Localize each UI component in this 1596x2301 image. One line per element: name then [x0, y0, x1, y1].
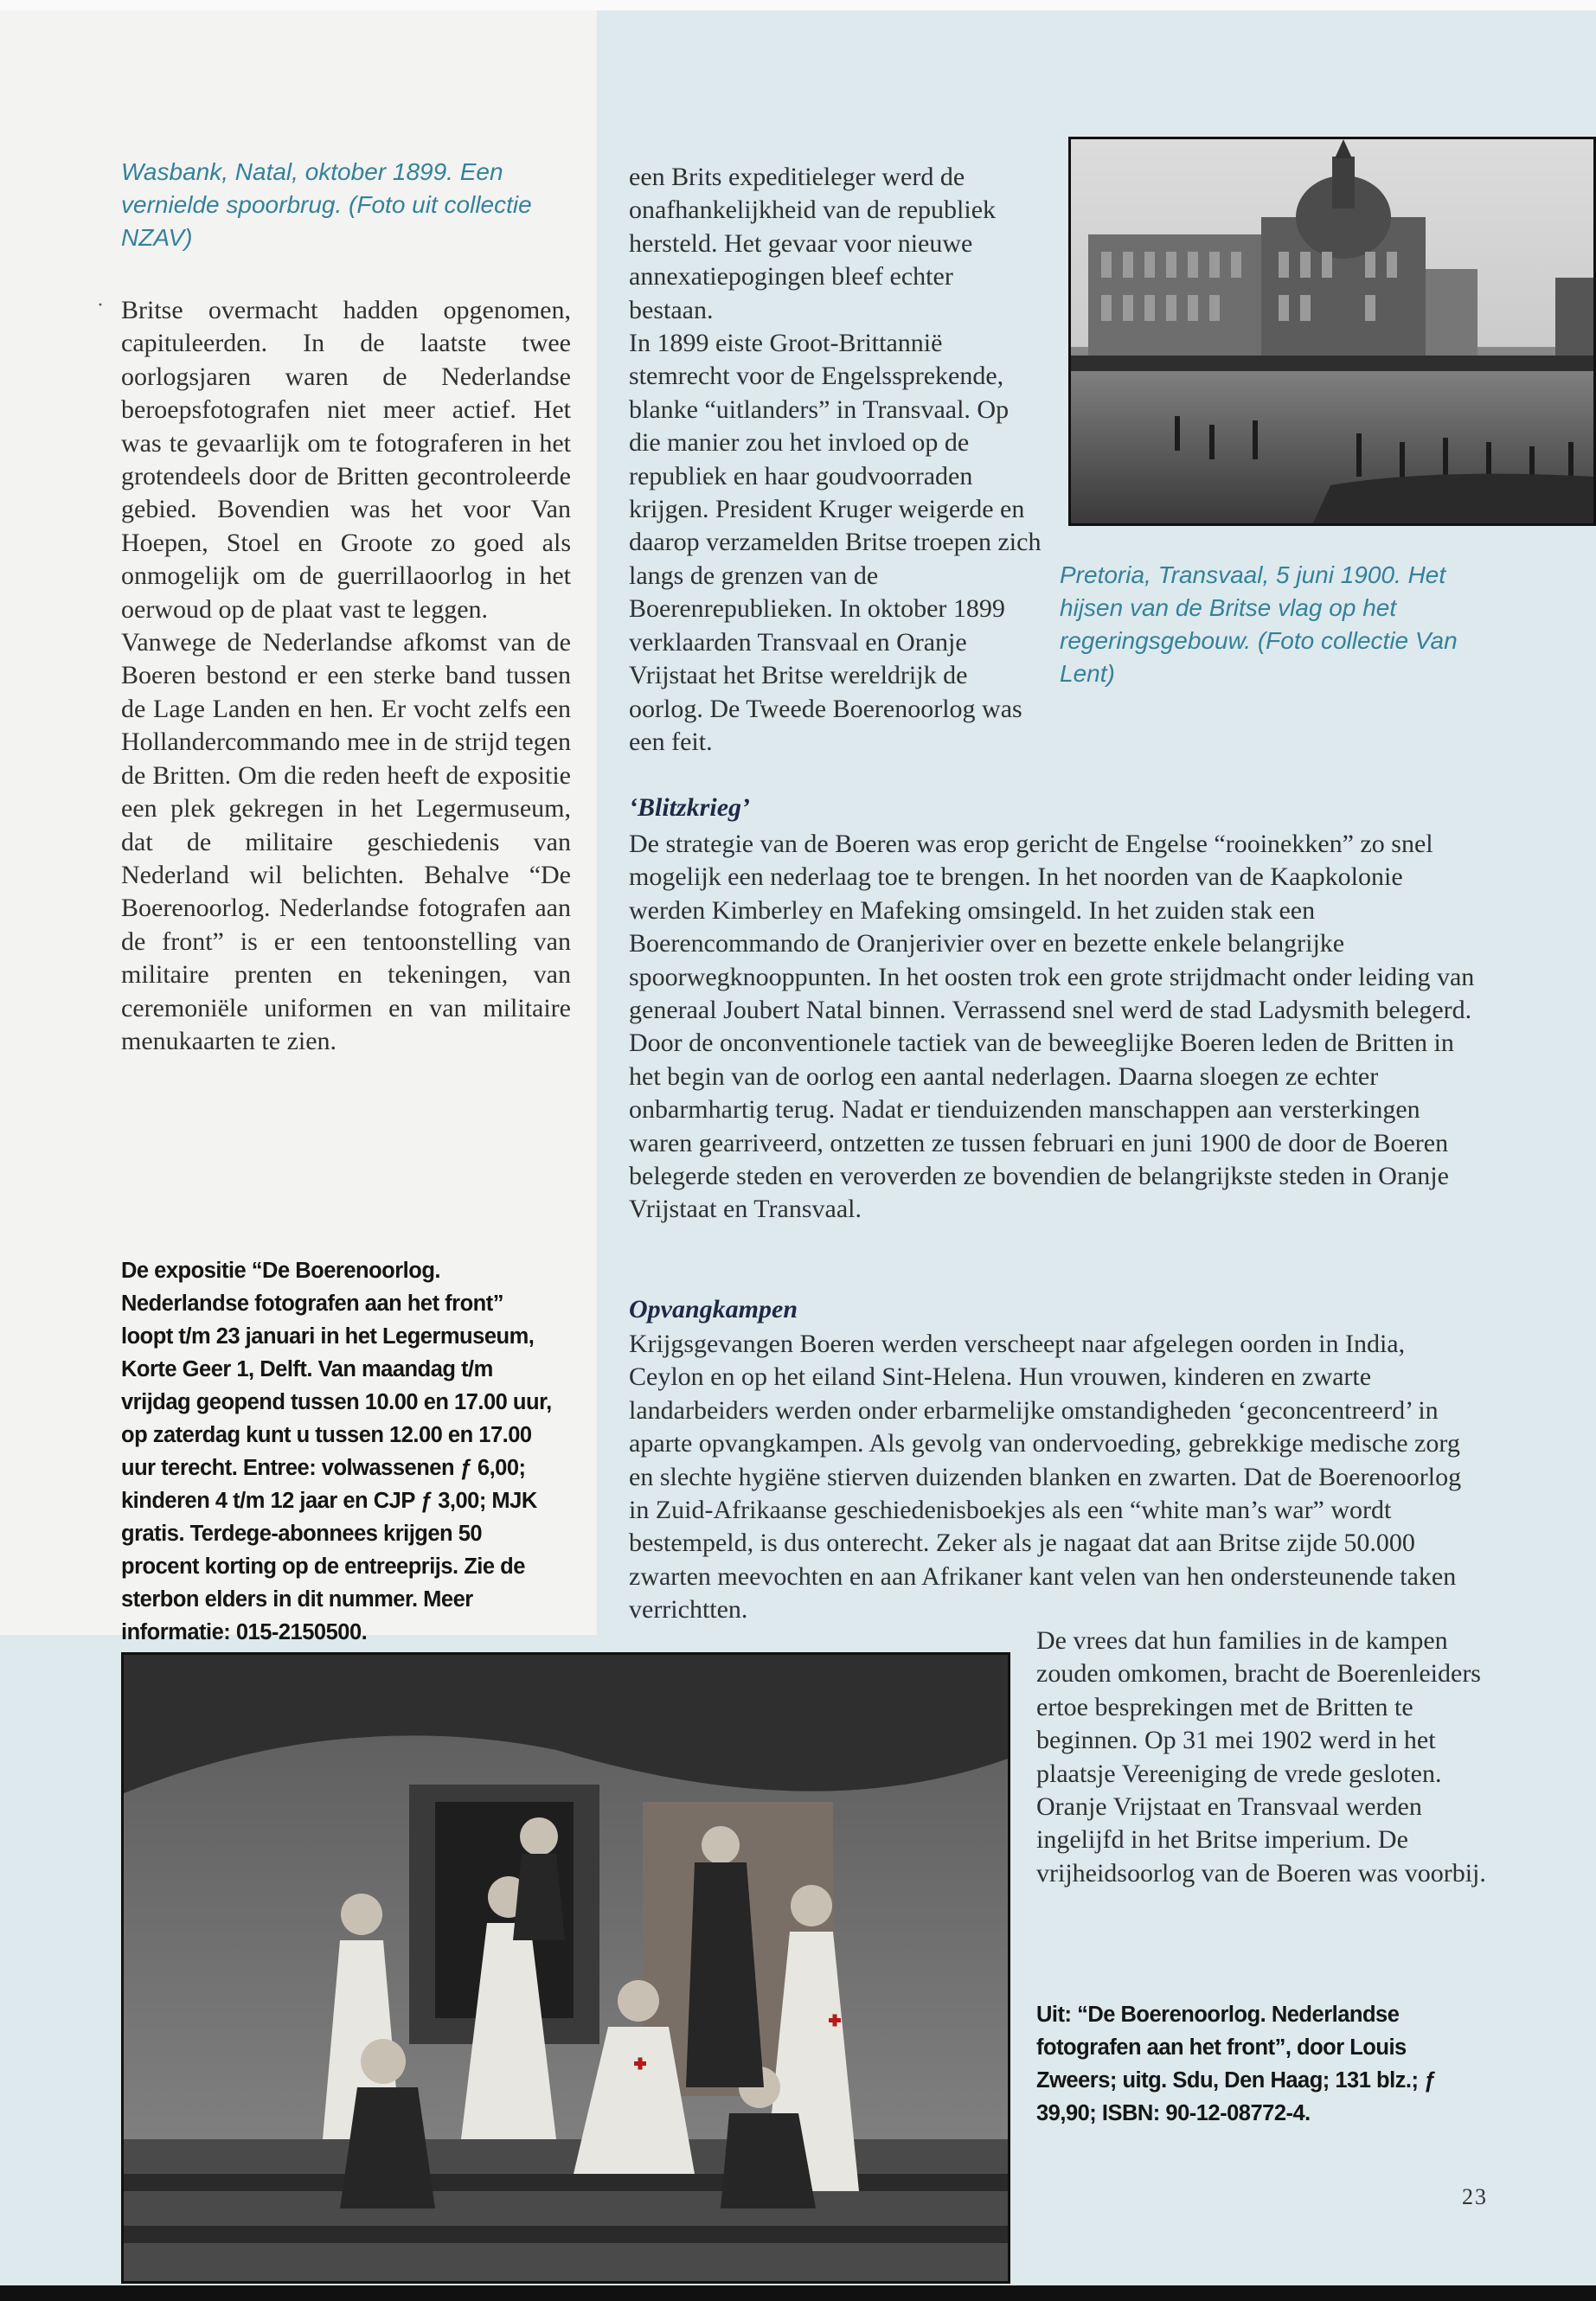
photo-pretoria-flag	[1068, 137, 1596, 526]
left-column-text	[121, 294, 571, 1058]
pretoria-building-illustration	[1071, 139, 1593, 523]
page-number: 23	[1462, 2184, 1488, 2209]
caption-spoorbrug: Wasbank, Natal, oktober 1899. Een vernielde spoorbrug. (Foto uit collectie NZAV)	[121, 158, 532, 251]
blitz-paragraph-2: Door de onconventionele tactiek van de beweeglijke Boeren leden de Britten in het begin van de oorlog een aantal nederlagen. Daarna sloegen ze echter onbarmhartig terug. Nadat er tienduizenden manschappen aan versterkingen waren gearriveerd, ontzetten ze tussen februari en juni 1900 de door de Boeren belegerde steden en veroverden ze bovendien de belangrijkste steden in Oranje Vrijstaat en Transvaal.	[629, 1029, 1454, 1224]
book-source-box: Uit: “De Boerenoorlog. Nederlandse fotografen aan het front”, door Louis Zweers; uitg. Sdu, Den Haag; 131 blz.; ƒ 39,90; ISBN: 90-12-08772-4.	[1036, 2003, 1436, 2125]
blitz-paragraph-1: De strategie van de Boeren was erop gericht de Engelse “rooinekken” zo snel mogelijk een nederlaag toe te brengen. In het noorden van de Kaapkolonie werden Kimberley en Mafeking omsingeld. In het zuiden stak een Boerencommando de Oranjerivier over en bezette enkele belangrijke spoorwegknooppunten. In het oosten trok een grote strijdmacht onder leiding van generaal Joubert Natal binnen. Verrassend snel werd de stad Ladysmith belegerd.	[629, 830, 1475, 1025]
top-edge	[0, 0, 1596, 10]
nurses-group-illustration	[124, 1655, 1008, 2281]
middle-paragraph-2: In 1899 eiste Groot-Brittannië stemrecht voor de Engelssprekende, blanke “uitlanders” in Transvaal. Op die manier zou het invloed op de republiek en haar goudvoorraden krijgen. President Kruger weigerde en daarop verzamelden Britse troepen zich langs de grenzen van de Boerenrepublieken. In oktober 1899 verklaarden Transvaal en Oranje Vrijstaat het Britse wereldrijk de oorlog. De Tweede Boerenoorlog was een feit.	[629, 329, 1042, 756]
middle-paragraph-1: een Brits expeditieleger werd de onafhankelijkheid van de republiek hersteld. Het gevaar voor nieuwe annexatiepogingen bleef echter bestaan.	[629, 163, 997, 324]
exhibition-info-box: De expositie “De Boerenoorlog. Nederlandse fotografen aan het front” loopt t/m 23 januari in het Legermuseum, Korte Geer 1, Delft. Van maandag t/m vrijdag geopend tussen 10.00 en 17.00 uur, op zaterdag kunt u tussen 12.00 en 17.00 uur terecht. Entree: volwassenen ƒ 6,00; kinderen 4 t/m 12 jaar en CJP ƒ 3,00; MJK gratis. Terdege-abonnees krijgen 50 procent korting op de entreeprijs. Zie de sterbon elders in dit nummer. Meer informatie: 015-2150500.	[121, 1259, 552, 1644]
left-paragraph-2: Vanwege de Nederlandse afkomst van de Boeren bestond er een sterke band tussen de Lage Landen en hen. Er vocht zelfs een Hollandercommando mee in de strijd tegen de Britten. Om die reden heeft de expositie een plek gekregen in het Legermuseum, dat de militaire geschiedenis van Nederland wil belichten. Behalve “De Boerenoorlog. Nederlandse fotografen aan de front” is er een tentoonstelling van militaire prenten en tekeningen, van ceremoniële uniformen en van militaire menukaarten te zien.	[121, 628, 571, 1055]
heading-blitzkrieg: ‘Blitzkrieg’	[629, 793, 750, 822]
left-paragraph-1: Britse overmacht hadden opgenomen, capituleerden. In de laatste twee oorlogsjaren waren de Nederlandse beroepsfotografen niet meer actief. Het was te gevaarlijk om te fotograferen in het grotendeels door de Britten gecontroleerde gebied. Bovendien was het voor Van Hoepen, Stoel en Groote zo goed als onmogelijk om de guerrillaoorlog in het oerwoud op de plaat vast te leggen.	[121, 296, 571, 624]
opvangkampen-text	[629, 1328, 1485, 1627]
closing-text	[1036, 1625, 1486, 1890]
photo-nurses-group	[121, 1652, 1010, 2284]
heading-opvangkampen: Opvangkampen	[629, 1295, 798, 1324]
caption-pretoria: Pretoria, Transvaal, 5 juni 1900. Het hijsen van de Britse vlag op het regeringsgebouw. (Foto collectie Van Lent)	[1060, 561, 1458, 687]
closing-paragraph: De vrees dat hun families in de kampen zouden omkomen, bracht de Boerenleiders ertoe besprekingen met de Britten te beginnen. Op 31 mei 1902 werd in het plaatsje Vereeniging de vrede gesloten. Oranje Vrijstaat en Transvaal werden ingelijfd in het Britse imperium. De vrijheidsoorlog van de Boeren was voorbij.	[1036, 1626, 1486, 1888]
bottom-edge	[0, 2285, 1596, 2301]
bullet-mark: ·	[97, 294, 104, 317]
kampen-paragraph: Krijgsgevangen Boeren werden verscheept naar afgelegen oorden in India, Ceylon en op het eiland Sint-Helena. Hun vrouwen, kinderen en zwarte landarbeiders werden onder erbarmelijke omstandigheden ‘geconcentreerd’ in aparte opvangkampen. Als gevolg van ondervoeding, gebrekkige medische zorg en slechte hygiëne stierven duizenden blanken en zwarten. Dat de Boerenoorlog in Zuid-Afrikaanse geschiedenisboekjes als een “white man’s war” wordt bestempeld, is dus onterecht. Zeker als je nagaat dat aan Britse zijde 50.000 zwarten meevochten en aan Afrikaner kant velen van hen ondersteunende taken verrichtten.	[629, 1330, 1462, 1625]
blitzkrieg-text	[629, 828, 1485, 1227]
middle-column-text	[629, 161, 1042, 759]
